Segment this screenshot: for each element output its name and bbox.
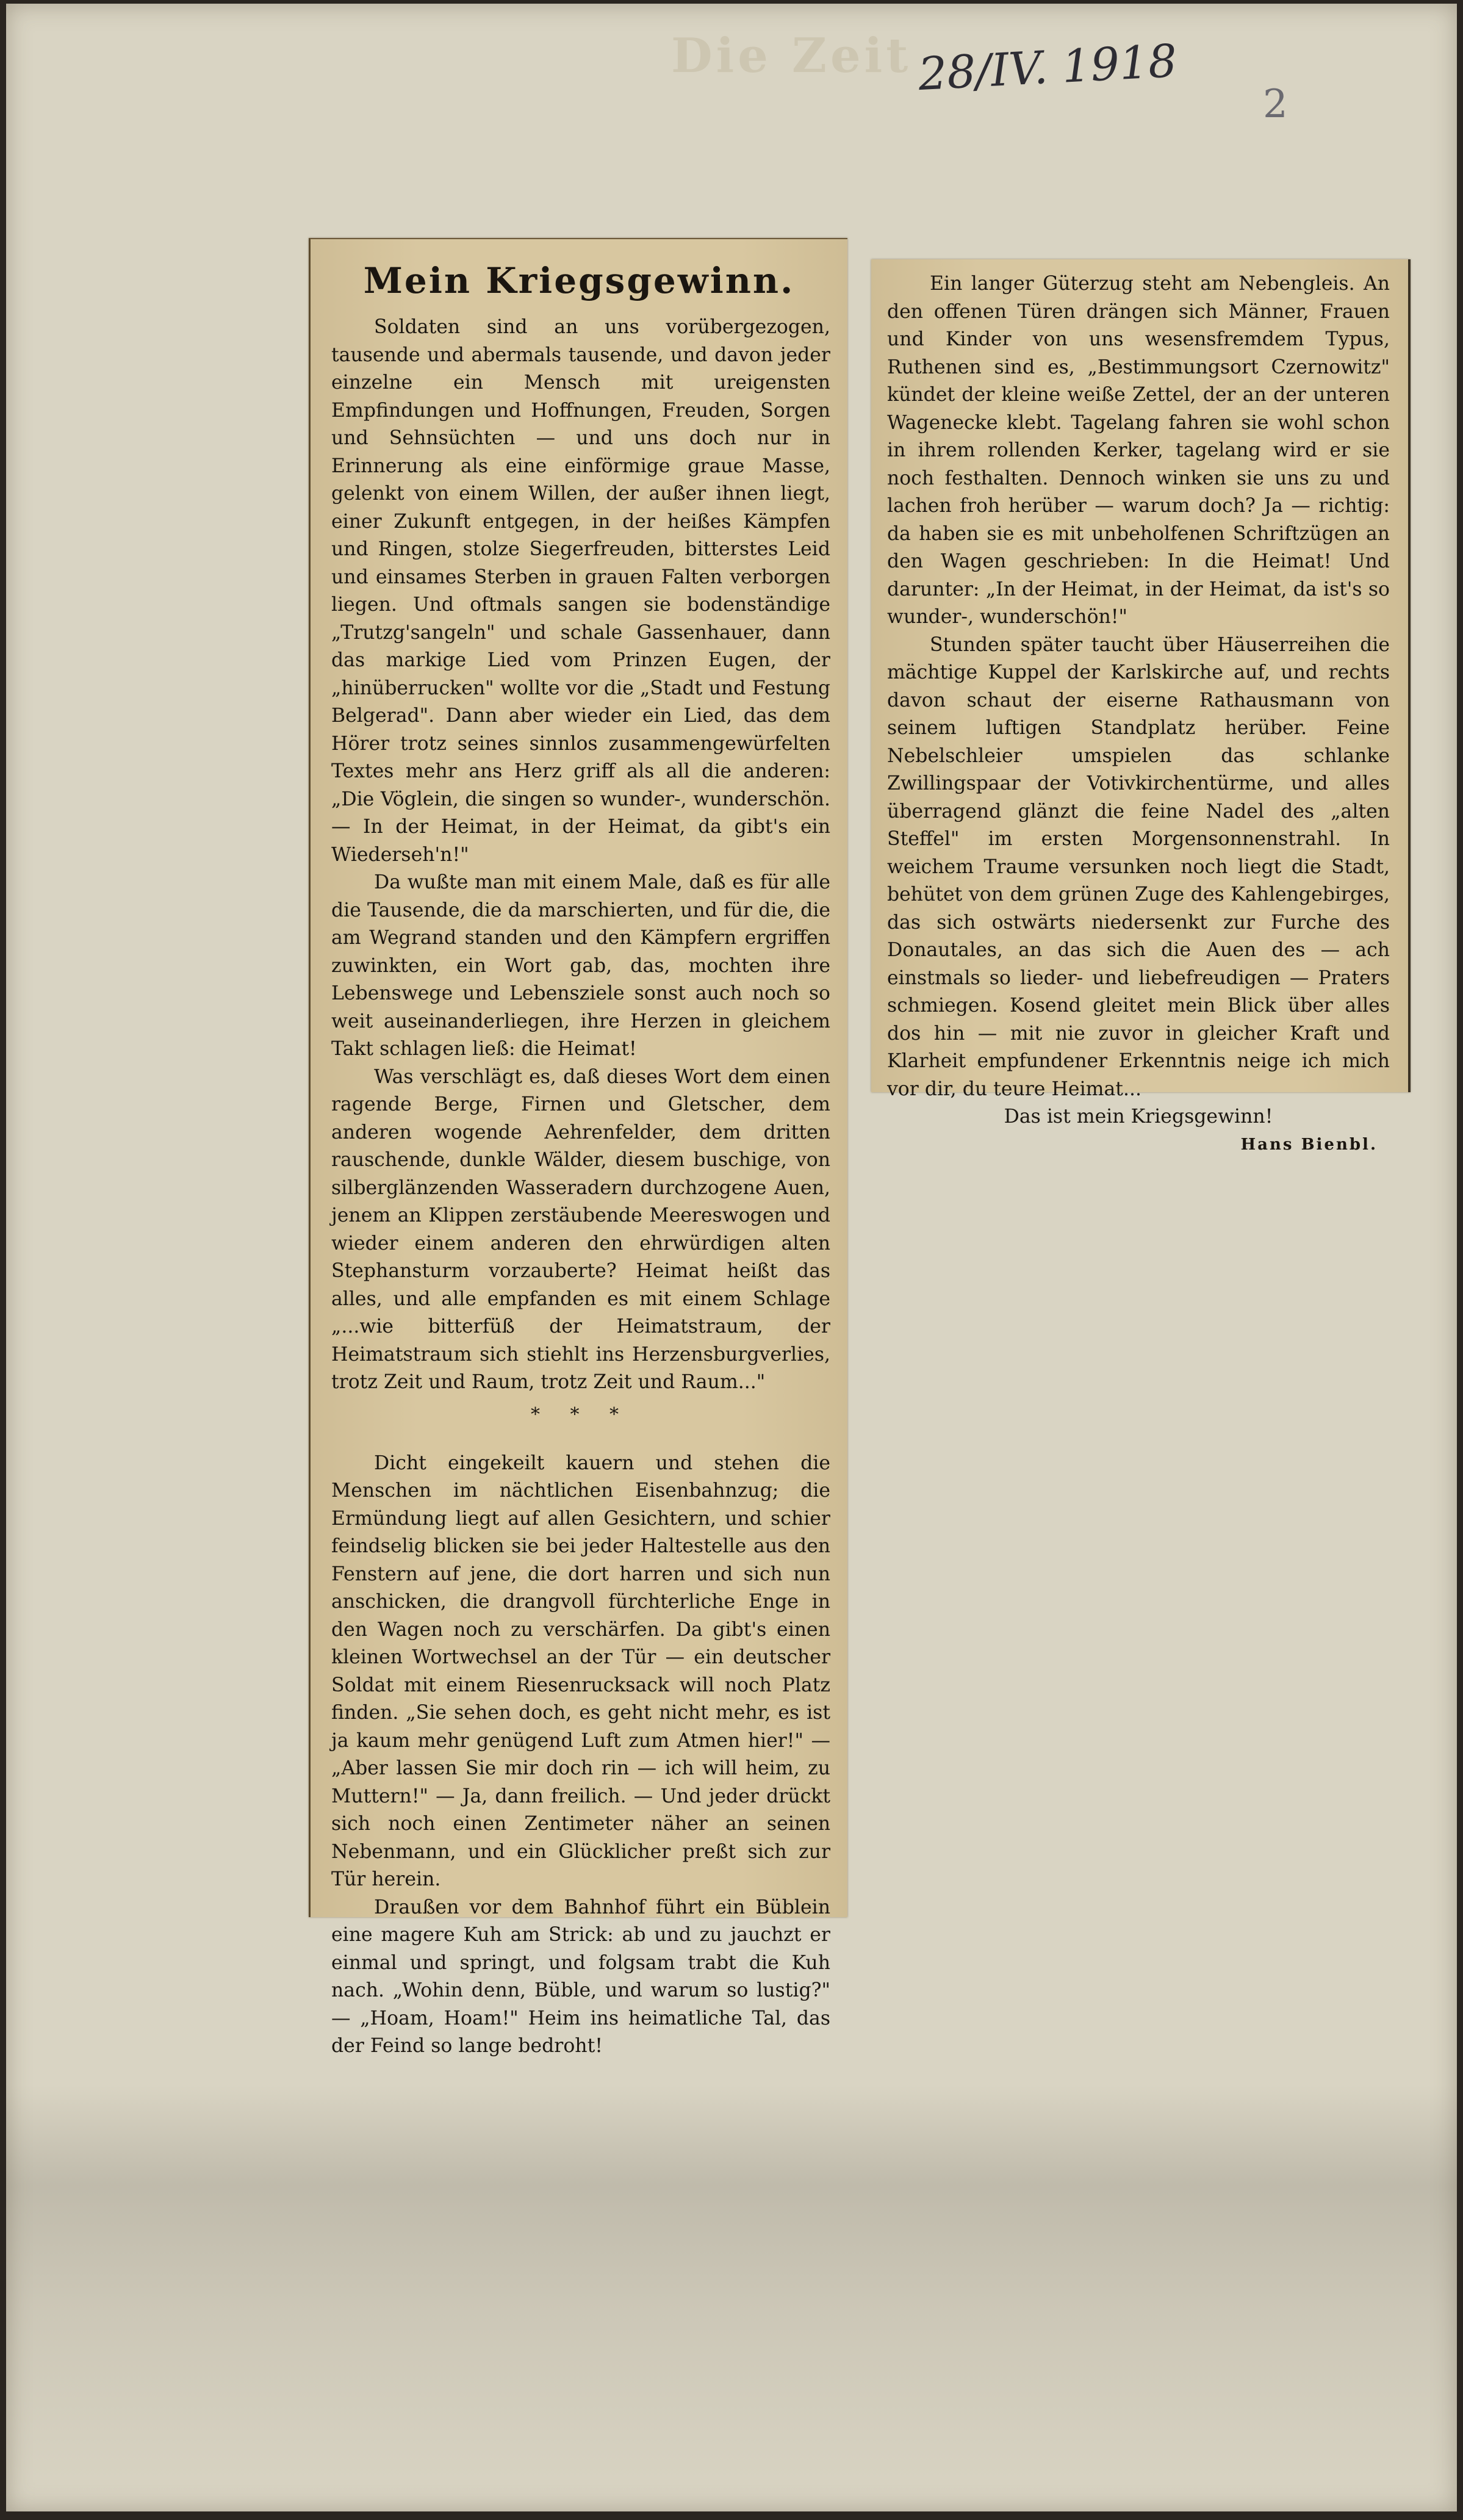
newspaper-stamp: Die Zeit [671,28,912,84]
handwritten-page-number: 2 [1263,82,1288,127]
clipping-column-left [309,238,847,2057]
author-signature: Hans Bienbl. [1240,1136,1378,1154]
paragraph: Da wußte man mit einem Male, daß es für alle die Tausende, die da marschierten, und für die, die am Wegrand standen und den Kämpfern ergriffen zuwinkten, ein Wort gab, das, mochten ihre Lebenswege und Lebensziele sonst auch noch so weit auseinanderliegen, ihre Herzen in gleichem Takt schlagen ließ: die Heimat! [331,871,830,1060]
paragraph: Dicht eingekeilt kauern und stehen die Menschen im nächtlichen Eisenbahnzug; die Ermündung liegt auf allen Gesichtern, und schier feindselig blicken sie bei jeder Haltestelle aus den Fenstern auf jene, die dort harren und sich nun anschicken, die drangvoll fürchterliche Enge in den Wagen noch zu verschärfen. Da gibt's einen kleinen Wortwechsel an der Tür — ein deutscher Soldat mit einem Riesenrucksack will noch Platz finden. „Sie sehen doch, es geht nicht mehr, es ist ja kaum mehr genügend Luft zum Atmen hier!" — „Aber lassen Sie mir doch rin — ich will heim, zu Muttern!" — Ja, dann freilich. — Und jeder drückt sich noch einen Zentimeter näher an seinen Nebenmann, und ein Glücklicher preßt sich zur Tür herein. [331,1452,830,1890]
paragraph: Ein langer Güterzug steht am Nebengleis. An den offenen Türen drängen sich Männer, Frauen und Kinder von uns wesensfremdem Typus, Ruthenen sind es, „Bestimmungsort Czernowitz" kündet der kleine weiße Zettel, der an der unteren Wagenecke klebt. Tagelang fahren sie wohl schon in ihrem rollenden Kerker, tagelang wird er sie noch festhalten. Dennoch winken sie uns zu und lachen froh herüber — warum doch? Ja — richtig: da haben sie es mit unbeholfenen Schriftzügen an den Wagen geschrieben: In die Heimat! Und darunter: „In der Heimat, in der Heimat, da ist's so wunder-, wunderschön!" [887,273,1390,628]
column-right-text [871,259,1408,1154]
paragraph: Soldaten sind an uns vorübergezogen, tausende und abermals tausende, und davon jeder einzelne ein Mensch mit ureigensten Empfindungen und Hoffnungen, Freuden, Sorgen und Sehnsüchten — und uns doch nur in Erinnerung als eine einförmige graue Masse, gelenkt von einem Willen, der außer ihnen liegt, einer Zukunft entgegen, in der heißes Kämpfen und Ringen, stolze Siegerfreuden, bitterstes Leid und einsames Sterben in grauen Falten verborgen liegen. Und oftmals sangen sie bodenständige „Trutzg'sangeln" und schale Gassenhauer, dann das markige Lied vom Prinzen Eugen, der „hinüberrucken" wollte vor die „Stadt und Festung Belgerad". Dann aber wieder ein Lied, das dem Hörer trotz seines sinnlos zusammengewürfelten Textes mehr ans Herz griff als all die anderen: „Die Vöglein, die singen so wunder-, wunderschön. — In der Heimat, in der Heimat, da gibt's ein Wiederseh'n!" [331,316,830,866]
paragraph: Was verschlägt es, daß dieses Wort dem einen ragende Berge, Firnen und Gletscher, dem anderen wogende Aehrenfelder, dem dritten rauschende, dunkle Wälder, diesem buschige, von silberglänzenden Wasseradern durchzogene Auen, jenem an Klippen zerstäubende Meereswogen und wieder einem anderen den ehrwürdigen alten Stephansturm vorzauberte? Heimat heißt das alles, und alle empfanden es mit einem Schlage „...wie bitterfüß der Heimatstraum, der Heimatstraum sich stiehlt ins Herzensburgverlies, trotz Zeit und Raum, trotz Zeit und Raum..." [331,1065,830,1393]
paragraph: Stunden später taucht über Häuserreihen die mächtige Kuppel der Karlskirche auf, und rechts davon schaut der eiserne Rathausmann von seinem luftigen Standplatz herüber. Feine Nebelschleier umspielen das schlanke Zwillingspaar der Votivkirchentürme, und alles überragend glänzt die feine Nadel des „alten Steffel" im ersten Morgensonnenstrahl. In weichem Traume versunken noch liegt die Stadt, behütet von dem grünen Zuge des Kahlengebirges, das sich ostwärts niedersenkt zur Furche des Donautales, an das sich die Auen des — ach einstmals so lieder- und liebefreudigen — Praters schmiegen. Kosend gleitet mein Blick über alles dos hin — mit nie zuvor in gleicher Kraft und Klarheit empfundener Erkenntnis neige ich mich vor dir, du teure Heimat... [887,633,1390,1100]
section-separator: * * * [530,1403,631,1425]
paragraph: Draußen vor dem Bahnhof führt ein Büblein eine magere Kuh am Strick: ab und zu jauchzt er einmal und springt, und folgsam trabt die Kuh nach. „Wohin denn, Büble, und warum so lustig?" — „Hoam, Hoam!" Heim ins heimatliche Tal, das der Feind so lange bedroht! [331,1896,830,2057]
column-left-text [311,314,847,2061]
article-title: Mein Kriegsgewinn. [363,260,795,301]
handwritten-date: 28/IV. 1918 [917,34,1179,101]
closing-line: Das ist mein Kriegsgewinn! [1004,1106,1273,1128]
clipping-column-right [871,259,1411,1154]
